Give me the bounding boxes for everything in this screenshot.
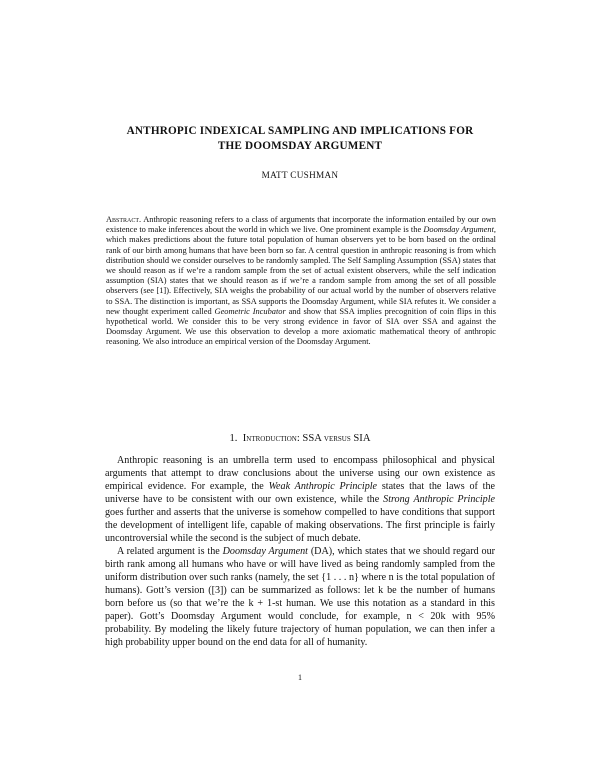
paragraph-text: goes further and asserts that the universe is somehow compelled to have conditions that support the development of intelligent life, capable of making observations. The first principle is fairly uncontroversial while the second is the subject of much debate. <box>105 507 495 544</box>
abstract-text: , which makes predictions about the future total population of human observers yet to be born based on the ordinal rank of our birth among humans that have been born so far. A central question in anthropic reasoning is from which distribution should we consider ourselves to be randomly sampled. The Self Sampling Assumption (SSA) states that we should reason as if we’re a random sample from the set of actual existent observers, while the self indication assumption (SIA) states that we should reason as if we’re a random sample from among the set of all possible observers (see [1]). Effectively, SIA weighs the probability of our actual world by the number of observers relative to SSA. The distinction is important, as SSA supports the Doomsday Argument, while SIA refutes it. We consider a new thought experiment called <box>106 225 497 316</box>
paragraph-emphasis: Strong Anthropic Principle <box>383 494 495 505</box>
paragraph-emphasis: Weak Anthropic Principle <box>268 481 378 492</box>
paper-title <box>60 124 540 154</box>
section-number: 1. <box>229 433 238 444</box>
paragraph-text: (DA), which states that we should regard our birth rank among all humans who have or will have lived as being randomly sampled from the uniform distribution over such ranks (namely, the set {1 . . . n} where n is the total population of humans). Gott’s version ([3]) can be summarized as follows: let k be the number of humans born before us (so that we’re the k + 1-st human. We use this notation as a standard in this paper). Gott’s Doomsday Argument would conclude, for example, n < 20k with 95% probability. By modeling the likely future trajectory of human population, we can then infer a high probability upper bound on the end data for all of humanity. <box>105 546 495 648</box>
section-heading <box>60 433 540 444</box>
abstract-text: and show that SSA implies precognition of coin flips in this hypothetical world. We consider this to be very strong evidence in favor of SIA over SSA and against the Doomsday Argument. We use this observation to develop a more axiomatic mathematical theory of anthropic reasoning. We also introduce an empirical version of the Doomsday Argument. <box>106 306 496 347</box>
page-number: 1 <box>298 673 302 682</box>
abstract-label: Abstract. <box>106 215 142 224</box>
abstract-emphasis: Doomsday Argument <box>423 225 494 235</box>
paragraph-emphasis: Doomsday Argument <box>222 546 308 557</box>
abstract-emphasis: Geometric Incubator <box>214 306 286 316</box>
author-name: MATT CUSHMAN <box>261 170 339 180</box>
body-paragraph-2 <box>105 545 495 649</box>
paragraph-text: A related argument is the <box>117 546 223 557</box>
title-line-1: ANTHROPIC INDEXICAL SAMPLING AND IMPLICATIONS FOR <box>126 125 474 137</box>
paragraph-text: Anthropic reasoning is an umbrella term used to encompass philosophical and physical arguments that attempt to draw conclusions about the universe using our own existence as empirical evidence. For example, the <box>105 455 495 492</box>
paragraph-text: states that the laws of the universe have to be consistent with our own existence, while the <box>105 481 495 505</box>
body-paragraph-1 <box>105 454 495 545</box>
abstract <box>106 215 496 348</box>
section-title: Introduction: SSA versus SIA <box>242 433 371 444</box>
abstract-text: Anthropic reasoning refers to a class of arguments that incorporate the information entailed by our own existence to make inferences about the world in which we live. One prominent example is the <box>106 215 496 235</box>
title-line-2: THE DOOMSDAY ARGUMENT <box>217 140 383 152</box>
